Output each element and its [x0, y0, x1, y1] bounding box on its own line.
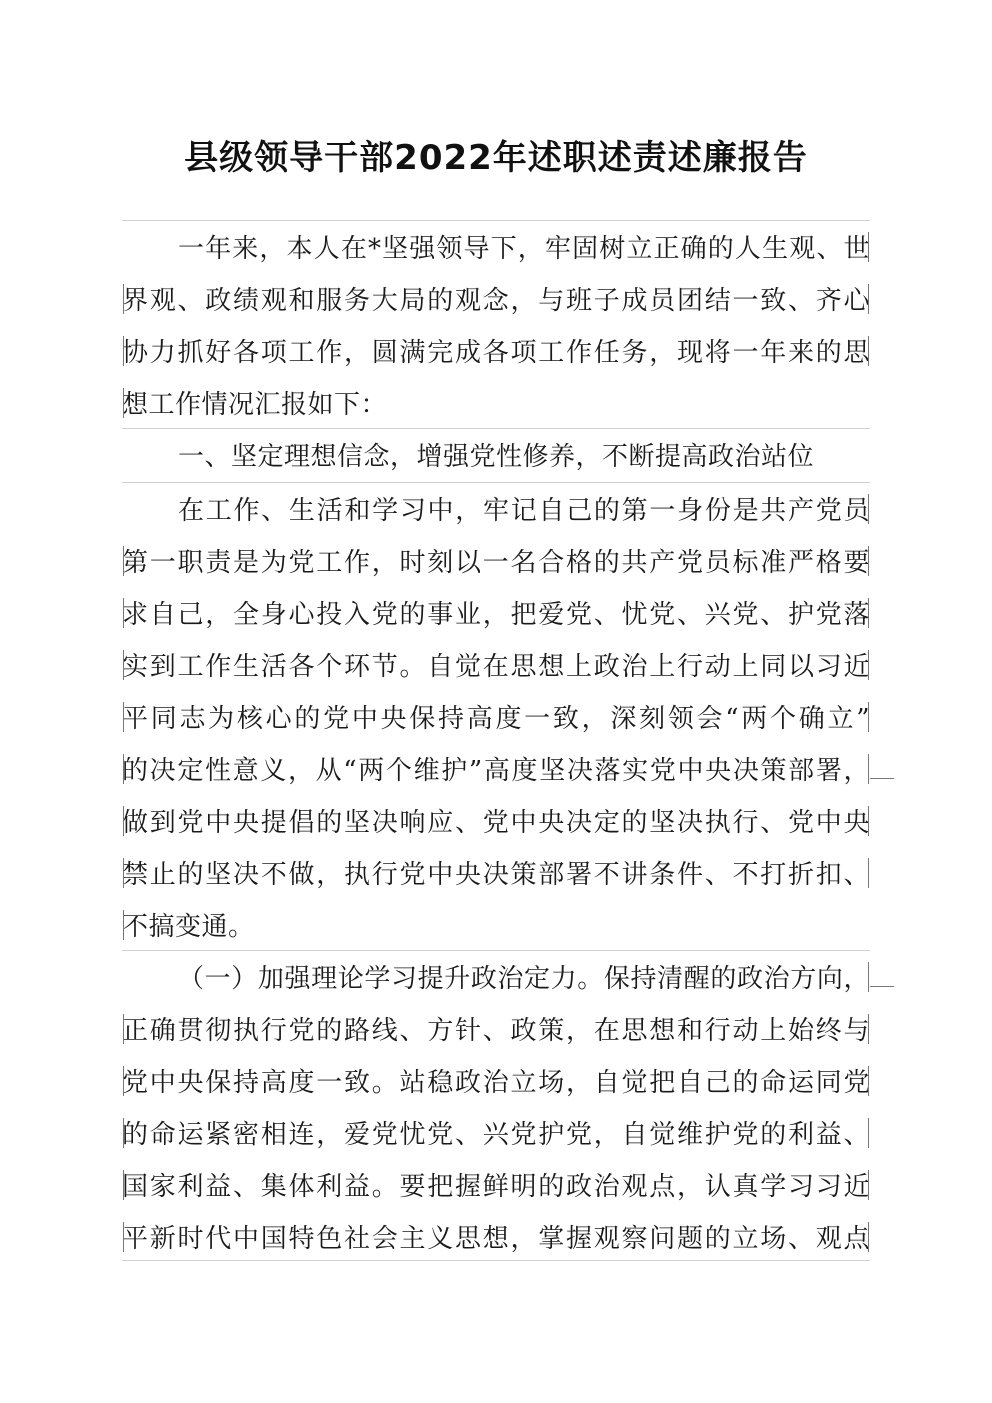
divider-bottom: [122, 1260, 870, 1261]
paragraph-line: 的命运紧密相连，爱党忧党、兴党护党，自觉维护党的利益、: [122, 1120, 870, 1150]
line-edge-marker: [868, 806, 869, 836]
divider: [122, 482, 870, 483]
line-edge-marker: [123, 1222, 124, 1252]
paragraph-line: 党中央保持高度一致。站稳政治立场，自觉把自己的命运同党: [122, 1068, 870, 1098]
line-edge-marker: [123, 754, 124, 784]
line-edge-marker: [123, 1170, 124, 1200]
line-edge-marker: [123, 388, 124, 418]
paragraph-line: 一年来，本人在*坚强领导下，牢固树立正确的人生观、世: [178, 234, 870, 264]
paragraph-line: （一）加强理论学习提升政治定力。保持清醒的政治方向，: [178, 964, 870, 994]
divider: [122, 428, 870, 429]
line-edge-marker: [123, 806, 124, 836]
line-edge-marker: [868, 1222, 869, 1252]
line-edge-marker: [868, 1014, 869, 1044]
paragraph-line: 国家利益、集体利益。要把握鲜明的政治观点，认真学习习近: [122, 1172, 870, 1202]
line-edge-marker: [868, 1118, 869, 1148]
line-edge-marker: [123, 1066, 124, 1096]
line-edge-marker: [123, 284, 124, 314]
paragraph-line: 想工作情况汇报如下：: [122, 390, 388, 420]
paragraph-line: 正确贯彻执行党的路线、方针、政策，在思想和行动上始终与: [122, 1016, 870, 1046]
line-edge-marker: [868, 232, 869, 262]
paragraph-line: 界观、政绩观和服务大局的观念，与班子成员团结一致、齐心: [122, 286, 870, 316]
line-edge-marker: [868, 650, 869, 680]
line-edge-marker: [868, 336, 869, 366]
paragraph-line: 实到工作生活各个环节。自觉在思想上政治上行动上同以习近: [122, 652, 870, 682]
document-title: 县级领导干部2022年述职述责述廉报告: [184, 138, 808, 178]
line-edge-marker: [868, 1066, 869, 1096]
line-edge-marker: [868, 598, 869, 628]
overflow-tick: [870, 986, 894, 987]
line-edge-marker: [123, 598, 124, 628]
line-edge-marker: [868, 546, 869, 576]
line-edge-marker: [868, 494, 869, 524]
line-edge-marker: [868, 702, 869, 732]
paragraph-line: 做到党中央提倡的坚决响应、党中央决定的坚决执行、党中央: [122, 808, 870, 838]
paragraph-line: 禁止的坚决不做，执行党中央决策部署不讲条件、不打折扣、: [122, 860, 870, 890]
line-edge-marker: [868, 754, 869, 784]
overflow-tick: [870, 778, 894, 779]
document-body: [122, 220, 870, 1260]
line-edge-marker: [868, 284, 869, 314]
paragraph-line: 第一职责是为党工作，时刻以一名合格的共产党员标准严格要: [122, 548, 870, 578]
divider-top: [122, 220, 870, 221]
line-edge-marker: [123, 910, 124, 940]
paragraph-line: 不搞变通。: [122, 912, 255, 942]
line-edge-marker: [123, 650, 124, 680]
section-heading: 一、坚定理想信念，增强党性修养，不断提高政治站位: [178, 442, 815, 472]
line-edge-marker: [123, 336, 124, 366]
paragraph-line: 的决定性意义，从“两个维护”高度坚决落实党中央决策部署，: [122, 756, 870, 786]
paragraph-line: 在工作、生活和学习中，牢记自己的第一身份是共产党员: [178, 496, 870, 526]
line-edge-marker: [868, 858, 869, 888]
line-edge-marker: [123, 546, 124, 576]
divider: [122, 950, 870, 951]
paragraph-line: 求自己，全身心投入党的事业，把爱党、忧党、兴党、护党落: [122, 600, 870, 630]
line-edge-marker: [123, 1014, 124, 1044]
line-edge-marker: [868, 1170, 869, 1200]
line-edge-marker: [123, 1118, 124, 1148]
paragraph-line: 平同志为核心的党中央保持高度一致，深刻领会“两个确立”: [122, 704, 870, 734]
line-edge-marker: [868, 962, 869, 992]
line-edge-marker: [123, 858, 124, 888]
paragraph-line: 平新时代中国特色社会主义思想，掌握观察问题的立场、观点: [122, 1224, 870, 1254]
line-edge-marker: [123, 702, 124, 732]
paragraph-line: 协力抓好各项工作，圆满完成各项工作任务，现将一年来的思: [122, 338, 870, 368]
